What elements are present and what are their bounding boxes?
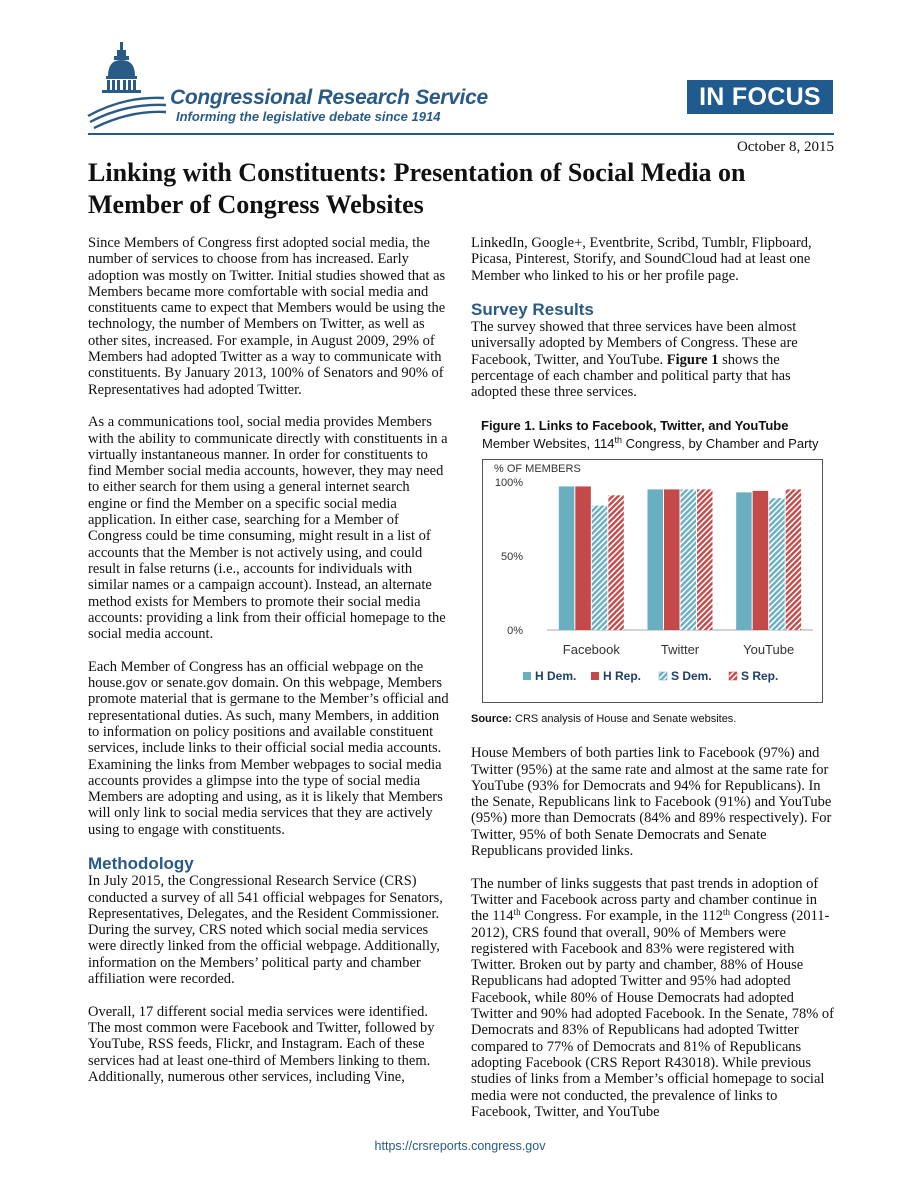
bar-s-dem-twitter — [681, 489, 697, 630]
bar-h-rep-facebook — [575, 486, 591, 630]
survey-paragraph: The survey showed that three services have been almost universally adopted by Members of Congress. These are Facebook, Twitter, and YouTube. Figure 1 shows the percentage of each chamber and political party that has adopted these three services. — [471, 319, 798, 401]
legend-swatch — [591, 672, 599, 680]
in-focus-badge: IN FOCUS — [687, 80, 833, 114]
bar-h-rep-twitter — [664, 489, 680, 630]
page-title: Linking with Constituents: Presentation of Social Media on Member of Congress Websites — [88, 158, 746, 219]
bar-s-rep-twitter — [697, 489, 713, 630]
official-webpage-paragraph: Each Member of Congress has an official webpage on the house.gov or senate.gov domain. On this webpage, Members promote material that is germane to the Member’s official and representational duties. As such, many Members, in addition to information on policy positions and available constituent services, include links to their official social media accounts. Examining the links from Member webpages to social media accounts provides a glimpse into the type of social media Members are adopting and using, as it is likely that Members will only link to social media services that they are actively using to engage with constituents. — [88, 658, 449, 838]
intro-paragraph: Since Members of Congress first adopted social media, the number of services to choose from has increased. Early adoption was mostly on Twitter. Initial studies showed that as Members became more comfortable with social media and constituents came to expect that Members would be using the technology, the number of Members on Twitter, as well as other sites, increased. For example, in August 2009, 29% of Members had adopted Twitter as a way to communicate with constituents. By January 2013, 100% of Senators and 90% of Representatives had adopted Twitter. — [88, 235, 446, 398]
legend-label: H Rep. — [603, 668, 642, 683]
bar-h-dem-facebook — [559, 486, 575, 630]
figure-title: Figure 1. Links to Facebook, Twitter, and YouTube — [481, 417, 789, 433]
bar-h-rep-youtube — [753, 491, 769, 630]
header-divider — [88, 133, 834, 135]
y-tick-label: 50% — [500, 550, 523, 563]
footer-url-link[interactable]: https://crsreports.congress.gov — [374, 1139, 546, 1153]
bar-h-dem-twitter — [648, 489, 664, 630]
methodology-heading: Methodology — [88, 854, 194, 874]
x-tick-label: Twitter — [660, 641, 700, 657]
capitol-dome-icon — [86, 42, 166, 130]
services-continued-paragraph: LinkedIn, Google+, Eventbrite, Scribd, Tumblr, Flipboard, Picasa, Pinterest, Storify, and SoundCloud had at least one Member who linked to his or her profile page. — [471, 235, 812, 284]
bar-s-dem-facebook — [592, 506, 608, 630]
publication-date: October 8, 2015 — [736, 139, 834, 155]
legend-label: S Rep. — [741, 668, 779, 683]
methodology-paragraph: In July 2015, the Congressional Research Service (CRS) conducted a survey of all 541 official webpages for Senators, Representatives, Delegates, and the Resident Commissioner. During the survey, CRS noted which social media services were directly linked from the official webpage. Additionally, information on the Members’ political party and chamber affiliation were recorded. — [88, 873, 443, 988]
survey-results-heading: Survey Results — [471, 300, 594, 320]
communications-paragraph: As a communications tool, social media provides Members with the ability to communicate directly with constituents in a virtually instantaneous manner. In order for constituents to find Member social media accounts, however, they may need to either search for them using a general internet search engine or find the Member on a specific social media application. In either case, searching for a Member of Congress could be time consuming, might result in a list of accounts that the Member is not actively using, and could result in false returns (i.e., accounts for individuals with similar names or a campaign account). Instead, an alternate method exists for Members to promote their social media accounts: providing a link from their official homepage to the social media account. — [88, 414, 448, 643]
y-axis-label: % OF MEMBERS — [494, 462, 581, 475]
left-column — [88, 235, 451, 1101]
org-tagline: Informing the legislative debate since 1914 — [176, 109, 441, 124]
x-tick-label: Facebook — [562, 641, 620, 657]
legend-label: S Dem. — [671, 668, 712, 683]
y-tick-label: 100% — [494, 476, 523, 489]
legend-swatch — [523, 672, 531, 680]
bar-chart — [483, 460, 824, 704]
trends-paragraph: The number of links suggests that past trends in adoption of Twitter and Facebook across party and chamber continue in the 114th Congress. For example, in the 112th Congress (2011-2012), CRS found that overall, 90% of Members were registered with Facebook and 83% were registered with Twitter. Broken out by party and chamber, 88% of House Republicans had adopted Twitter and 95% had adopted Facebook, while 80% of House Democrats had adopted Twitter and 90% had adopted Facebook. In the Senate, 78% of Democrats and 83% of Republicans had adopted Twitter compared to 77% of Democrats and 81% of Republicans adopting Facebook (CRS Report R43018). While previous studies of links from a Member’s official homepage to social media were not conducted, the prevalence of links to Facebook, Twitter, and YouTube — [471, 875, 834, 1120]
figure-reference: Figure 1 — [666, 351, 719, 368]
bar-h-dem-youtube — [736, 492, 752, 630]
y-tick-label: 0% — [507, 624, 523, 637]
legend-swatch — [659, 672, 667, 680]
figure-source: Source: CRS analysis of House and Senate websites. — [471, 712, 737, 725]
bar-s-dem-youtube — [769, 498, 785, 630]
x-tick-label: YouTube — [743, 641, 795, 657]
bar-s-rep-youtube — [786, 489, 802, 630]
figure-subtitle: Member Websites, 114th Congress, by Chamber and Party — [482, 434, 819, 451]
chart-frame — [482, 459, 823, 703]
house-senate-paragraph: House Members of both parties link to Facebook (97%) and Twitter (95%) at the same rate and almost at the same rate for YouTube (93% for Democrats and 94% for Republicans). In the Senate, Republicans link to Facebook (91%) and YouTube (95%) more than Democrats (84% and 89% respectively). For Twitter, 95% of both Senate Democrats and Senate Republicans provided links. — [471, 745, 832, 860]
bar-s-rep-facebook — [608, 495, 624, 630]
org-name: Congressional Research Service — [170, 86, 488, 109]
services-paragraph: Overall, 17 different social media services were identified. The most common were Facebook and Twitter, followed by YouTube, RSS feeds, Flickr, and Instagram. Each of these services had at least one-third of Members linking to them. Additionally, numerous other services, including Vine, — [88, 1003, 435, 1085]
right-column — [471, 235, 834, 1136]
legend-swatch — [729, 672, 737, 680]
legend-label: H Dem. — [535, 668, 577, 683]
